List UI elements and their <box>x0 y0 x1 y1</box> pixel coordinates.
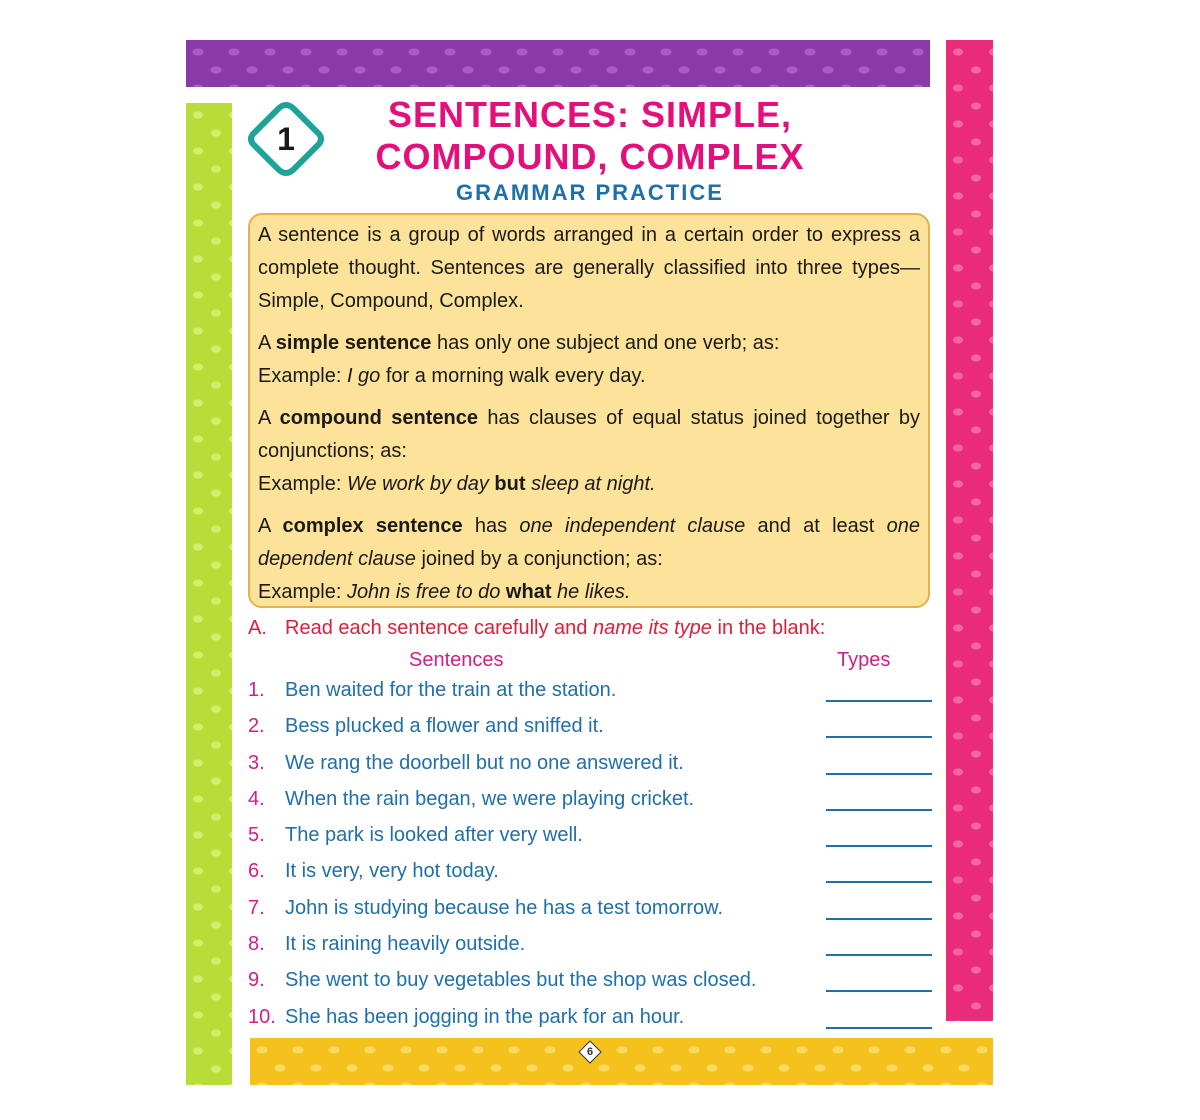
answer-blank[interactable] <box>826 990 932 992</box>
exercise-letter: A. <box>248 617 267 639</box>
answer-blank[interactable] <box>826 918 932 920</box>
complex-definition: A complex sentence has one independent clause and at least one dependent clause joined by a conjunction; as: <box>258 515 920 570</box>
list-item: 7. John is studying because he has a test tomorrow. <box>248 894 932 930</box>
page-number-badge <box>578 1040 602 1064</box>
explanation-box <box>248 213 930 608</box>
answer-blank[interactable] <box>826 1027 932 1029</box>
answer-blank[interactable] <box>826 954 932 956</box>
list-item: 3. We rang the doorbell but no one answered it. <box>248 749 932 785</box>
answer-blank[interactable] <box>826 881 932 883</box>
chapter-number-badge <box>244 100 328 178</box>
sentence-list <box>248 676 932 1039</box>
page-title-line-1: SENTENCES: SIMPLE, <box>387 94 793 135</box>
exercise-instruction: A. Read each sentence carefully and name its type in the blank: <box>248 617 826 639</box>
types-column-header: Types <box>837 649 891 671</box>
answer-blank[interactable] <box>826 700 932 702</box>
page-subtitle: GRAMMAR PRACTICE <box>456 180 724 205</box>
answer-blank[interactable] <box>826 773 932 775</box>
list-item: 4. When the rain began, we were playing cricket. <box>248 785 932 821</box>
intro-paragraph: A sentence is a group of words arranged in a certain order to express a complete thought. Sentences are generally classified into three types—Simple, Compound, Complex. <box>258 224 920 312</box>
bottom-decorative-band <box>250 1038 993 1085</box>
list-item: 1. Ben waited for the train at the station. <box>248 676 932 712</box>
simple-definition: A simple sentence has only one subject and one verb; as: <box>258 332 780 354</box>
chapter-number: 1 <box>277 121 295 157</box>
right-decorative-band <box>946 40 993 1021</box>
list-item: 9. She went to buy vegetables but the shop was closed. <box>248 966 932 1002</box>
page-title-line-2: COMPOUND, COMPLEX <box>375 136 805 177</box>
list-item: 10. She has been jogging in the park for an hour. <box>248 1003 932 1039</box>
compound-definition: A compound sentence has clauses of equal status joined together by conjunctions; as: <box>258 407 920 462</box>
top-decorative-band <box>186 40 930 87</box>
list-item: 6. It is very, very hot today. <box>248 857 932 893</box>
left-decorative-band <box>186 103 232 1085</box>
list-item: 2. Bess plucked a flower and sniffed it. <box>248 712 932 748</box>
compound-example: Example: We work by day but sleep at night. <box>258 473 656 495</box>
answer-blank[interactable] <box>826 736 932 738</box>
list-item: 8. It is raining heavily outside. <box>248 930 932 966</box>
complex-example: Example: John is free to do what he likes. <box>258 581 631 603</box>
answer-blank[interactable] <box>826 809 932 811</box>
sentences-column-header: Sentences <box>409 649 504 671</box>
simple-example: Example: I go for a morning walk every day. <box>258 365 646 387</box>
page-number: 6 <box>586 1046 594 1058</box>
answer-blank[interactable] <box>826 845 932 847</box>
list-item: 5. The park is looked after very well. <box>248 821 932 857</box>
